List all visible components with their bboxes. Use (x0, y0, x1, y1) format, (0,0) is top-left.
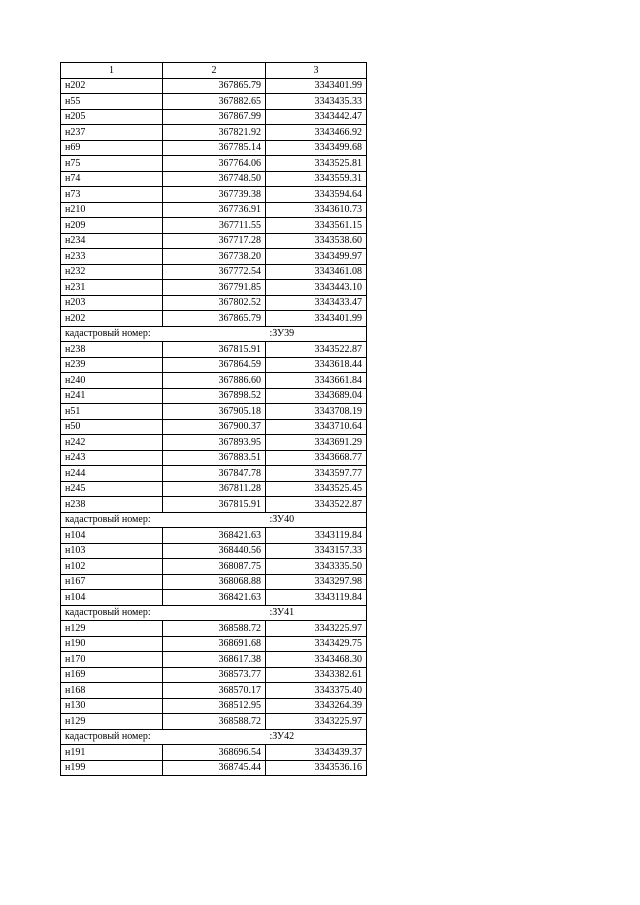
table-row (61, 419, 367, 435)
point-id-cell: н104 (61, 590, 163, 606)
table-row (61, 466, 367, 482)
table-row (61, 109, 367, 125)
x-coordinate-cell: 367847.78 (163, 466, 266, 482)
table-row (61, 187, 367, 203)
y-coordinate-cell: 3343375.40 (266, 683, 367, 699)
y-coordinate-cell: 3343661.84 (266, 373, 367, 389)
x-coordinate-cell: 368440.56 (163, 543, 266, 559)
cadastral-number-label: кадастровый номер: (61, 729, 266, 745)
point-id-cell: н103 (61, 543, 163, 559)
table-row (61, 156, 367, 172)
y-coordinate-cell: 3343525.45 (266, 481, 367, 497)
y-coordinate-cell: 3343439.37 (266, 745, 367, 761)
point-id-cell: н202 (61, 78, 163, 94)
coordinates-table-body (61, 63, 367, 776)
point-id-cell: н169 (61, 667, 163, 683)
x-coordinate-cell: 368570.17 (163, 683, 266, 699)
y-coordinate-cell: 3343610.73 (266, 202, 367, 218)
table-row (61, 714, 367, 730)
table-row (61, 125, 367, 141)
x-coordinate-cell: 367893.95 (163, 435, 266, 451)
table-row (61, 698, 367, 714)
x-coordinate-cell: 367802.52 (163, 295, 266, 311)
x-coordinate-cell: 367738.20 (163, 249, 266, 265)
y-coordinate-cell: 3343461.08 (266, 264, 367, 280)
table-row (61, 249, 367, 265)
point-id-cell: н129 (61, 714, 163, 730)
point-id-cell: н205 (61, 109, 163, 125)
table-row (61, 357, 367, 373)
x-coordinate-cell: 367748.50 (163, 171, 266, 187)
x-coordinate-cell: 367882.65 (163, 94, 266, 110)
y-coordinate-cell: 3343466.92 (266, 125, 367, 141)
table-row (61, 435, 367, 451)
point-id-cell: н242 (61, 435, 163, 451)
x-coordinate-cell: 368696.54 (163, 745, 266, 761)
y-coordinate-cell: 3343225.97 (266, 621, 367, 637)
column-header-2: 2 (163, 63, 266, 79)
table-row (61, 94, 367, 110)
x-coordinate-cell: 368087.75 (163, 559, 266, 575)
table-row (61, 373, 367, 389)
point-id-cell: н104 (61, 528, 163, 544)
column-header-3: 3 (266, 63, 367, 79)
x-coordinate-cell: 368588.72 (163, 621, 266, 637)
y-coordinate-cell: 3343618.44 (266, 357, 367, 373)
cadastral-number-label: кадастровый номер: (61, 326, 266, 342)
x-coordinate-cell: 367865.79 (163, 311, 266, 327)
table-row (61, 78, 367, 94)
y-coordinate-cell: 3343561.15 (266, 218, 367, 234)
x-coordinate-cell: 367865.79 (163, 78, 266, 94)
table-row (61, 404, 367, 420)
table-row (61, 528, 367, 544)
point-id-cell: н234 (61, 233, 163, 249)
point-id-cell: н73 (61, 187, 163, 203)
point-id-cell: н237 (61, 125, 163, 141)
x-coordinate-cell: 368745.44 (163, 760, 266, 776)
table-row (61, 745, 367, 761)
section-row (61, 512, 367, 528)
point-id-cell: н129 (61, 621, 163, 637)
cadastral-number-code: :ЗУ42 (266, 729, 367, 745)
y-coordinate-cell: 3343522.87 (266, 497, 367, 513)
point-id-cell: н238 (61, 342, 163, 358)
table-row (61, 264, 367, 280)
point-id-cell: н191 (61, 745, 163, 761)
table-row (61, 574, 367, 590)
table-row (61, 636, 367, 652)
x-coordinate-cell: 367864.59 (163, 357, 266, 373)
y-coordinate-cell: 3343525.81 (266, 156, 367, 172)
x-coordinate-cell: 367821.92 (163, 125, 266, 141)
y-coordinate-cell: 3343689.04 (266, 388, 367, 404)
table-row (61, 559, 367, 575)
point-id-cell: н241 (61, 388, 163, 404)
point-id-cell: н130 (61, 698, 163, 714)
point-id-cell: н240 (61, 373, 163, 389)
table-row (61, 233, 367, 249)
x-coordinate-cell: 368512.95 (163, 698, 266, 714)
y-coordinate-cell: 3343119.84 (266, 590, 367, 606)
section-row (61, 326, 367, 342)
y-coordinate-cell: 3343435.33 (266, 94, 367, 110)
point-id-cell: н55 (61, 94, 163, 110)
table-row (61, 218, 367, 234)
x-coordinate-cell: 367883.51 (163, 450, 266, 466)
point-id-cell: н239 (61, 357, 163, 373)
table-row (61, 311, 367, 327)
x-coordinate-cell: 368617.38 (163, 652, 266, 668)
point-id-cell: н51 (61, 404, 163, 420)
x-coordinate-cell: 367791.85 (163, 280, 266, 296)
y-coordinate-cell: 3343442.47 (266, 109, 367, 125)
point-id-cell: н199 (61, 760, 163, 776)
cadastral-number-code: :ЗУ41 (266, 605, 367, 621)
coordinates-table (60, 62, 367, 776)
y-coordinate-cell: 3343382.61 (266, 667, 367, 683)
point-id-cell: н74 (61, 171, 163, 187)
x-coordinate-cell: 367785.14 (163, 140, 266, 156)
section-row (61, 605, 367, 621)
point-id-cell: н232 (61, 264, 163, 280)
table-row (61, 497, 367, 513)
table-row (61, 280, 367, 296)
x-coordinate-cell: 368421.63 (163, 590, 266, 606)
point-id-cell: н102 (61, 559, 163, 575)
x-coordinate-cell: 367736.91 (163, 202, 266, 218)
table-row (61, 171, 367, 187)
table-row (61, 760, 367, 776)
x-coordinate-cell: 368588.72 (163, 714, 266, 730)
point-id-cell: н245 (61, 481, 163, 497)
point-id-cell: н202 (61, 311, 163, 327)
cadastral-number-label: кадастровый номер: (61, 605, 266, 621)
y-coordinate-cell: 3343433.47 (266, 295, 367, 311)
point-id-cell: н168 (61, 683, 163, 699)
point-id-cell: н210 (61, 202, 163, 218)
x-coordinate-cell: 368068.88 (163, 574, 266, 590)
point-id-cell: н75 (61, 156, 163, 172)
table-row (61, 481, 367, 497)
y-coordinate-cell: 3343691.29 (266, 435, 367, 451)
y-coordinate-cell: 3343522.87 (266, 342, 367, 358)
point-id-cell: н203 (61, 295, 163, 311)
x-coordinate-cell: 367739.38 (163, 187, 266, 203)
x-coordinate-cell: 367815.91 (163, 497, 266, 513)
table-row (61, 140, 367, 156)
x-coordinate-cell: 367815.91 (163, 342, 266, 358)
point-id-cell: н50 (61, 419, 163, 435)
y-coordinate-cell: 3343297.98 (266, 574, 367, 590)
table-row (61, 450, 367, 466)
point-id-cell: н69 (61, 140, 163, 156)
point-id-cell: н190 (61, 636, 163, 652)
y-coordinate-cell: 3343264.39 (266, 698, 367, 714)
y-coordinate-cell: 3343401.99 (266, 78, 367, 94)
table-header-row (61, 63, 367, 79)
y-coordinate-cell: 3343594.64 (266, 187, 367, 203)
table-row (61, 295, 367, 311)
table-row (61, 667, 367, 683)
point-id-cell: н209 (61, 218, 163, 234)
point-id-cell: н167 (61, 574, 163, 590)
section-row (61, 729, 367, 745)
point-id-cell: н238 (61, 497, 163, 513)
table-row (61, 388, 367, 404)
cadastral-number-label: кадастровый номер: (61, 512, 266, 528)
cadastral-number-code: :ЗУ39 (266, 326, 367, 342)
x-coordinate-cell: 367905.18 (163, 404, 266, 420)
y-coordinate-cell: 3343401.99 (266, 311, 367, 327)
y-coordinate-cell: 3343443.10 (266, 280, 367, 296)
table-row (61, 652, 367, 668)
y-coordinate-cell: 3343119.84 (266, 528, 367, 544)
x-coordinate-cell: 367711.55 (163, 218, 266, 234)
y-coordinate-cell: 3343597.77 (266, 466, 367, 482)
x-coordinate-cell: 367811.28 (163, 481, 266, 497)
x-coordinate-cell: 368421.63 (163, 528, 266, 544)
x-coordinate-cell: 368691.68 (163, 636, 266, 652)
column-header-1: 1 (61, 63, 163, 79)
point-id-cell: н243 (61, 450, 163, 466)
cadastral-number-code: :ЗУ40 (266, 512, 367, 528)
x-coordinate-cell: 367717.28 (163, 233, 266, 249)
x-coordinate-cell: 367764.06 (163, 156, 266, 172)
table-row (61, 683, 367, 699)
y-coordinate-cell: 3343468.30 (266, 652, 367, 668)
table-row (61, 543, 367, 559)
table-row (61, 342, 367, 358)
point-id-cell: н170 (61, 652, 163, 668)
x-coordinate-cell: 367772.54 (163, 264, 266, 280)
y-coordinate-cell: 3343538.60 (266, 233, 367, 249)
table-row (61, 621, 367, 637)
y-coordinate-cell: 3343225.97 (266, 714, 367, 730)
y-coordinate-cell: 3343157.33 (266, 543, 367, 559)
point-id-cell: н233 (61, 249, 163, 265)
y-coordinate-cell: 3343668.77 (266, 450, 367, 466)
y-coordinate-cell: 3343335.50 (266, 559, 367, 575)
x-coordinate-cell: 367900.37 (163, 419, 266, 435)
table-row (61, 202, 367, 218)
y-coordinate-cell: 3343499.68 (266, 140, 367, 156)
x-coordinate-cell: 368573.77 (163, 667, 266, 683)
y-coordinate-cell: 3343499.97 (266, 249, 367, 265)
table-row (61, 590, 367, 606)
y-coordinate-cell: 3343708.19 (266, 404, 367, 420)
x-coordinate-cell: 367867.99 (163, 109, 266, 125)
point-id-cell: н244 (61, 466, 163, 482)
point-id-cell: н231 (61, 280, 163, 296)
x-coordinate-cell: 367886.60 (163, 373, 266, 389)
y-coordinate-cell: 3343710.64 (266, 419, 367, 435)
x-coordinate-cell: 367898.52 (163, 388, 266, 404)
y-coordinate-cell: 3343536.16 (266, 760, 367, 776)
y-coordinate-cell: 3343559.31 (266, 171, 367, 187)
y-coordinate-cell: 3343429.75 (266, 636, 367, 652)
